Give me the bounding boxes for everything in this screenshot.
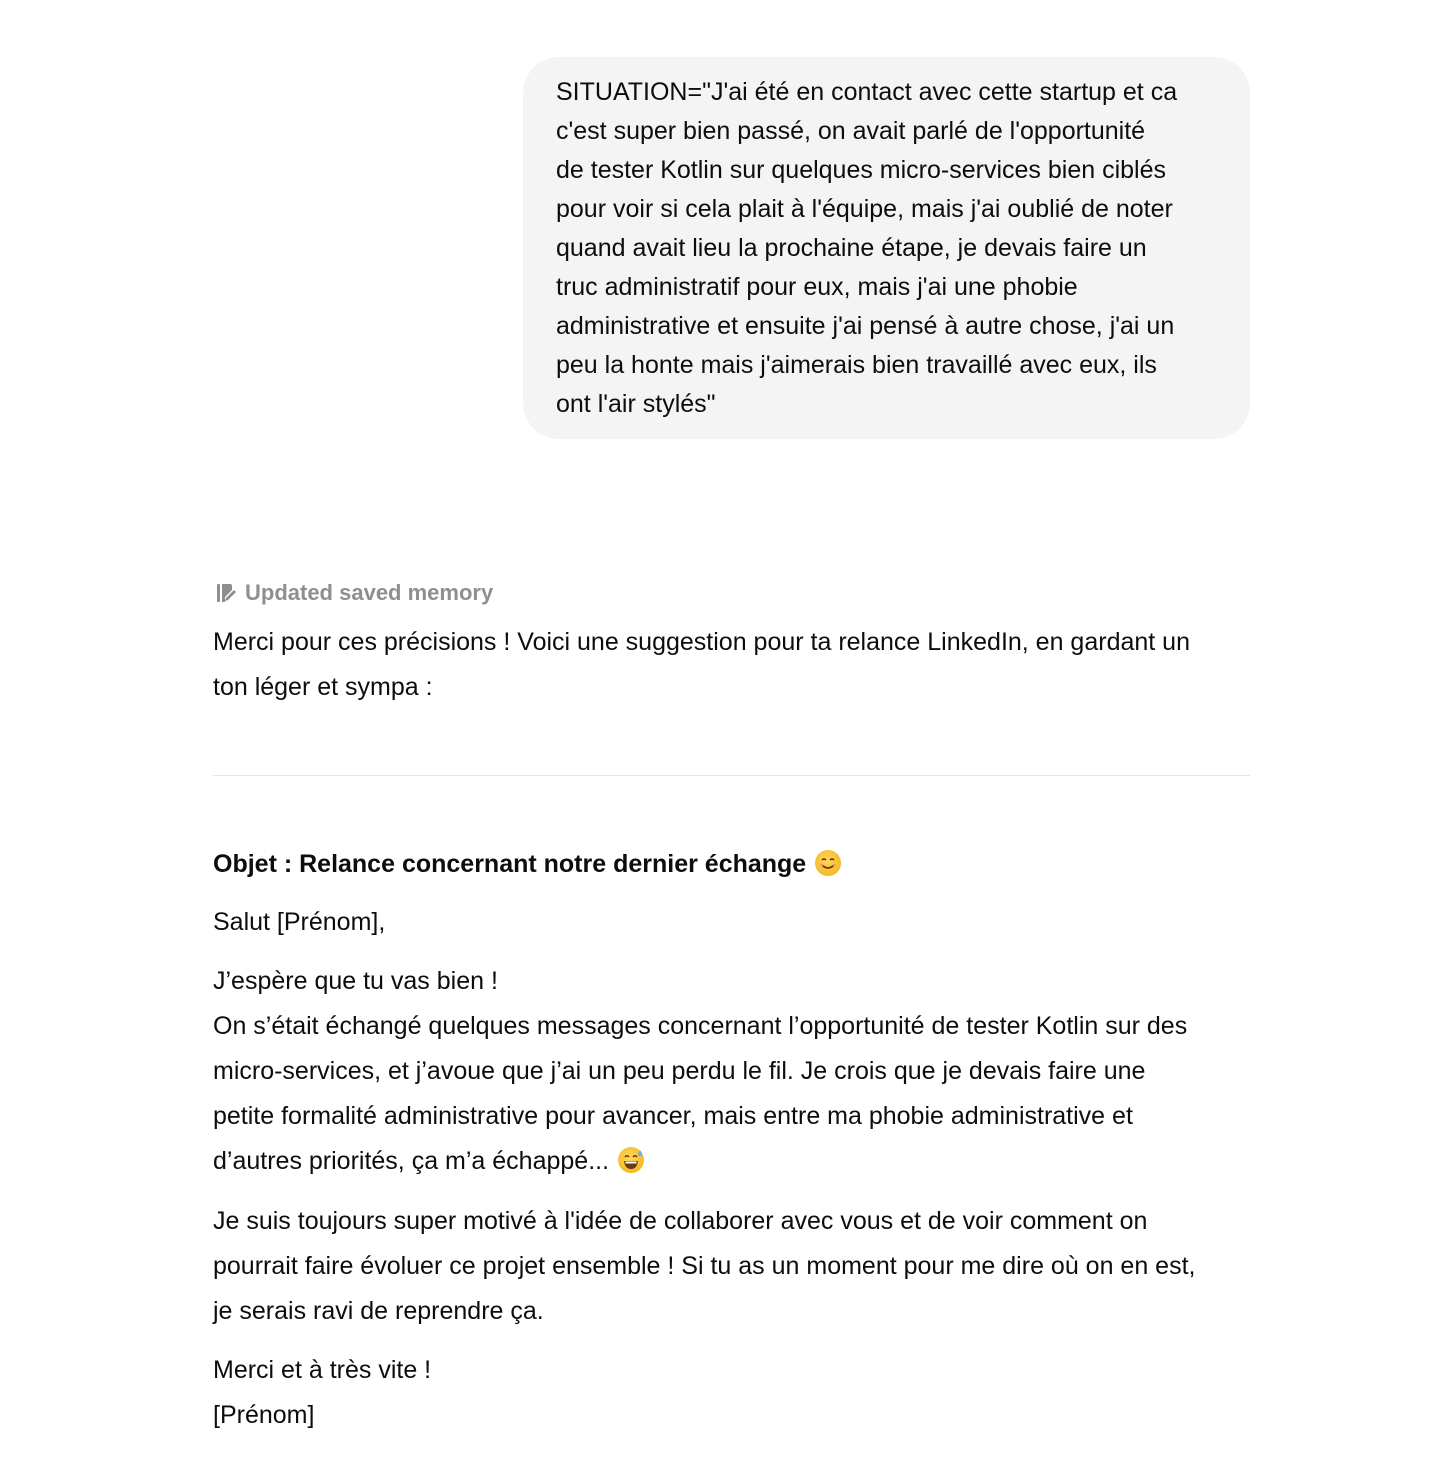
user-message-line: quand avait lieu la prochaine étape, je devais faire un <box>556 234 1147 262</box>
message-paragraph-2 <box>213 1199 1273 1334</box>
paragraph-line: J’espère que tu vas bien ! <box>213 967 498 995</box>
grinning-sweat-emoji-icon <box>618 1147 644 1173</box>
signature: [Prénom] <box>213 1401 315 1429</box>
user-message-line: ont l'air stylés" <box>556 390 716 418</box>
user-message-line: pour voir si cela plait à l'équipe, mais j'ai oublié de noter <box>556 195 1173 223</box>
paragraph-line: je serais ravi de reprendre ça. <box>213 1297 544 1325</box>
memory-pencil-icon <box>215 581 237 605</box>
user-message-line: c'est super bien passé, on avait parlé de l'opportunité <box>556 117 1146 145</box>
memory-updated-notice[interactable] <box>215 575 493 611</box>
user-message-line: administrative et ensuite j'ai pensé à autre chose, j'ai un <box>556 312 1175 340</box>
subject-text: Objet : Relance concernant notre dernier échange <box>213 850 807 878</box>
message-paragraph-1 <box>213 959 1273 1184</box>
memory-notice-label: Updated saved memory <box>245 580 494 605</box>
paragraph-line: petite formalité administrative pour avancer, mais entre ma phobie administrative et <box>213 1102 1133 1130</box>
paragraph-line: On s’était échangé quelques messages concernant l’opportunité de tester Kotlin sur des <box>213 1012 1188 1040</box>
paragraph-line: Je suis toujours super motivé à l'idée de collaborer avec vous et de voir comment on <box>213 1207 1148 1235</box>
closing-line: Merci et à très vite ! <box>213 1356 432 1384</box>
assistant-intro-line: ton léger et sympa : <box>213 673 433 701</box>
assistant-intro <box>213 620 1273 710</box>
user-message-bubble <box>523 57 1250 439</box>
paragraph-line: d’autres priorités, ça m’a échappé... <box>213 1147 610 1175</box>
paragraph-line: pourrait faire évoluer ce projet ensemble ! Si tu as un moment pour me dire où on en est, <box>213 1252 1196 1280</box>
message-greeting <box>213 900 1273 945</box>
greeting-text: Salut [Prénom], <box>213 908 386 936</box>
user-message-line: SITUATION="J'ai été en contact avec cette startup et ca <box>556 78 1178 106</box>
user-message-line: de tester Kotlin sur quelques micro-services bien ciblés <box>556 156 1166 184</box>
message-subject <box>213 842 1273 887</box>
assistant-intro-line: Merci pour ces précisions ! Voici une suggestion pour ta relance LinkedIn, en gardant un <box>213 628 1190 656</box>
message-closing <box>213 1348 1273 1438</box>
user-message-line: truc administratif pour eux, mais j'ai une phobie <box>556 273 1078 301</box>
smiling-face-emoji-icon <box>815 850 841 876</box>
user-message-line: peu la honte mais j'aimerais bien travaillé avec eux, ils <box>556 351 1157 379</box>
divider <box>213 775 1250 776</box>
paragraph-line: micro-services, et j’avoue que j’ai un peu perdu le fil. Je crois que je devais faire une <box>213 1057 1146 1085</box>
